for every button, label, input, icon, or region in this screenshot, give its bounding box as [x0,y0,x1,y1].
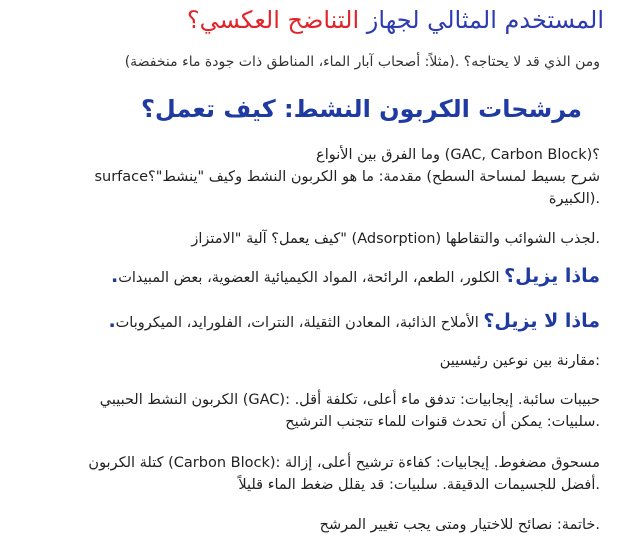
paragraph-removes [20,266,600,289]
removes-period: . [110,265,119,287]
intro-text: ومن الذي قد لا يحتاجه؟ .(مثلاً: أصحاب آبار الماء، المناطق ذات جودة ماء منخفضة) [124,54,600,70]
not-removes-label: ماذا لا يزيل؟ [483,310,600,332]
page-title [20,4,604,36]
removes-label: ماذا يزيل؟ [504,265,600,287]
title-highlight: التناضح العكسي؟ [186,6,360,34]
paragraph-types-line3: .(الكبيرة [548,191,600,207]
paragraph-gac-line1: حبيبات سائبة. إيجابيات: تدفق ماء أعلى، تكلفة أقل. :(GAC) الكربون النشط الحبيبي [99,392,600,408]
paragraph-not-removes [20,311,600,334]
paragraph-types-line1: ؟(GAC, Carbon Block) وما الفرق بين الأنواع [316,147,600,163]
paragraph-block-line1: مسحوق مضغوط. إيجابيات: كفاءة ترشيح أعلى، إزالة :(Carbon Block) كتلة الكربون [88,455,600,471]
paragraph-block-line2: .أفضل للجسيمات الدقيقة. سلبيات: قد يقلل ضغط الماء قليلاً [238,477,600,493]
paragraph-conclusion: .خاتمة: نصائح للاختيار ومتى يجب تغيير المرشح [319,517,600,533]
paragraph-how-it-works: .لجذب الشوائب والتقاطها (Adsorption) "كيف يعمل؟ آلية "الامتزاز [191,231,600,247]
not-removes-period: . [108,310,116,332]
paragraph-compare: :مقارنة بين نوعين رئيسيين [439,353,600,369]
not-removes-list: الأملاح الذائبة، المعادن الثقيلة، النترات، الفلورايد، الميكروبات [115,315,484,331]
section-heading: مرشحات الكربون النشط: كيف تعمل؟ [141,95,582,123]
removes-list: الكلور، الطعم، الرائحة، المواد الكيميائية العضوية، بعض المبيدات [118,270,505,286]
paragraph-gac-line2: .سلبيات: يمكن أن تحدث قنوات للماء تتجنب الترشيح [285,414,600,430]
title-main: المستخدم المثالي لجهاز [359,6,604,34]
paragraph-types-line2: surfaceشرح بسيط لمساحة السطح) مقدمة: ما هو الكربون النشط وكيف "ينشط"؟ [94,169,600,185]
